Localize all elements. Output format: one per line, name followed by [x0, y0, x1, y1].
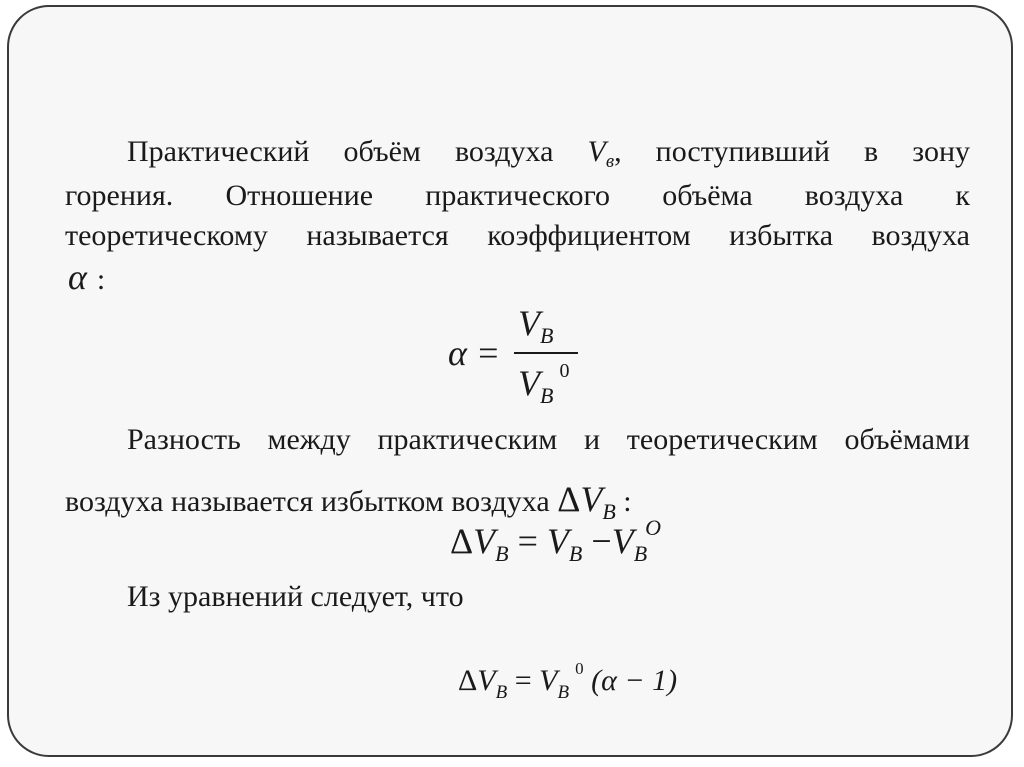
formula-excess-air: $\Delta V_B = V_B -V_B^O$: [450, 515, 662, 566]
formula-lhs: α =: [448, 333, 501, 373]
fraction-denominator: $V_B^0$: [518, 360, 570, 408]
formula-alpha-ratio: [448, 302, 588, 414]
paragraph-2: [65, 420, 970, 524]
v-symbol: $V_в$: [587, 135, 615, 172]
text-segment: , поступивший в зону: [614, 135, 970, 168]
paragraph-3: Из уравнений следует, что: [127, 580, 464, 613]
paragraph-1-line-1: [65, 132, 970, 176]
fraction-bar: [514, 352, 578, 354]
paragraph-2-line-1: Разность между практическим и теоретическим объёмами: [127, 423, 970, 456]
paragraph-1: [65, 132, 970, 256]
fraction-numerator: $V_B$: [518, 303, 554, 348]
alpha-symbol-line: [68, 256, 105, 298]
delta-v-symbol: $\Delta V_B$: [557, 479, 616, 524]
alpha-symbol: α: [68, 257, 87, 297]
v-subscript: в: [605, 151, 615, 172]
paragraph-2-line-2: воздуха называется избытком воздуха $\Delta V_B$ :: [65, 479, 632, 524]
text-segment: Практический объём воздуха: [127, 135, 554, 168]
paragraph-1-line-2: горения. Отношение практического объёма воздуха к: [65, 179, 970, 212]
formula-excess-air-alpha: $\Delta V_B = V_B^0$ (α − 1): [458, 659, 678, 703]
paragraph-1-line-3: теоретическому называется коэффициентом избытка воздуха: [65, 219, 970, 252]
colon: :: [96, 263, 106, 296]
